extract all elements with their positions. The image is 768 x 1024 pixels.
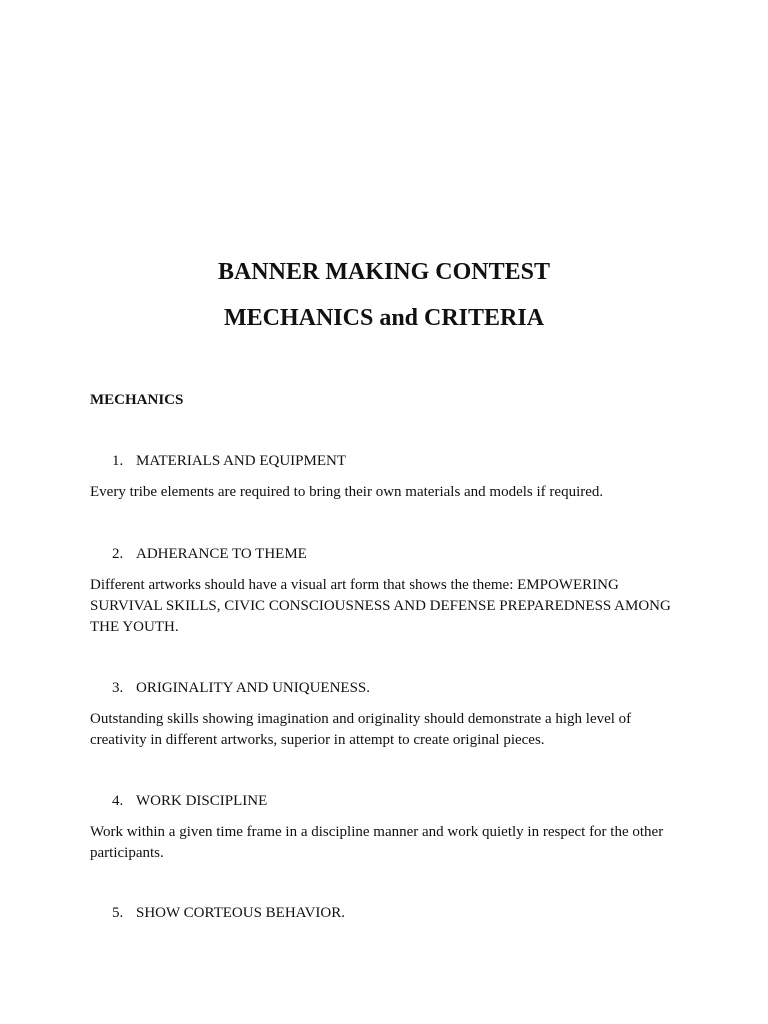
document-subtitle: MECHANICS and CRITERIA	[223, 305, 545, 331]
item-text: Every tribe elements are required to bring their own materials and models if required.	[90, 484, 604, 500]
item-text: Work within a given time frame in a discipline manner and work quietly in respect for the other participants.	[90, 824, 664, 861]
document-title: BANNER MAKING CONTEST	[217, 259, 551, 285]
item-heading-text: WORK DISCIPLINE	[136, 793, 268, 809]
item-text: Different artworks should have a visual art form that shows the theme: EMPOWERING SURVIVAL SKILLS, CIVIC CONSCIOUSNESS AND DEFENSE PREPAREDNESS AMONG THE YOUTH.	[90, 577, 671, 635]
item-number: 4.	[112, 793, 124, 809]
item-number: 5.	[112, 905, 124, 921]
item-number: 1.	[112, 453, 124, 469]
item-heading	[112, 545, 307, 563]
item-heading-text: SHOW CORTEOUS BEHAVIOR.	[136, 905, 345, 921]
item-heading-text: ORIGINALITY AND UNIQUENESS.	[136, 680, 371, 696]
item-heading-text: ADHERANCE TO THEME	[136, 546, 307, 562]
section-heading-mechanics: MECHANICS	[90, 392, 184, 408]
item-number: 3.	[112, 680, 124, 696]
item-number: 2.	[112, 546, 124, 562]
item-text: Outstanding skills showing imagination and originality should demonstrate a high level of creativity in different artworks, superior in attempt to create original pieces.	[90, 711, 632, 748]
item-heading	[112, 679, 370, 697]
item-heading	[112, 904, 345, 922]
item-heading-text: MATERIALS AND EQUIPMENT	[136, 453, 346, 469]
item-heading	[112, 452, 346, 470]
item-heading	[112, 792, 267, 810]
